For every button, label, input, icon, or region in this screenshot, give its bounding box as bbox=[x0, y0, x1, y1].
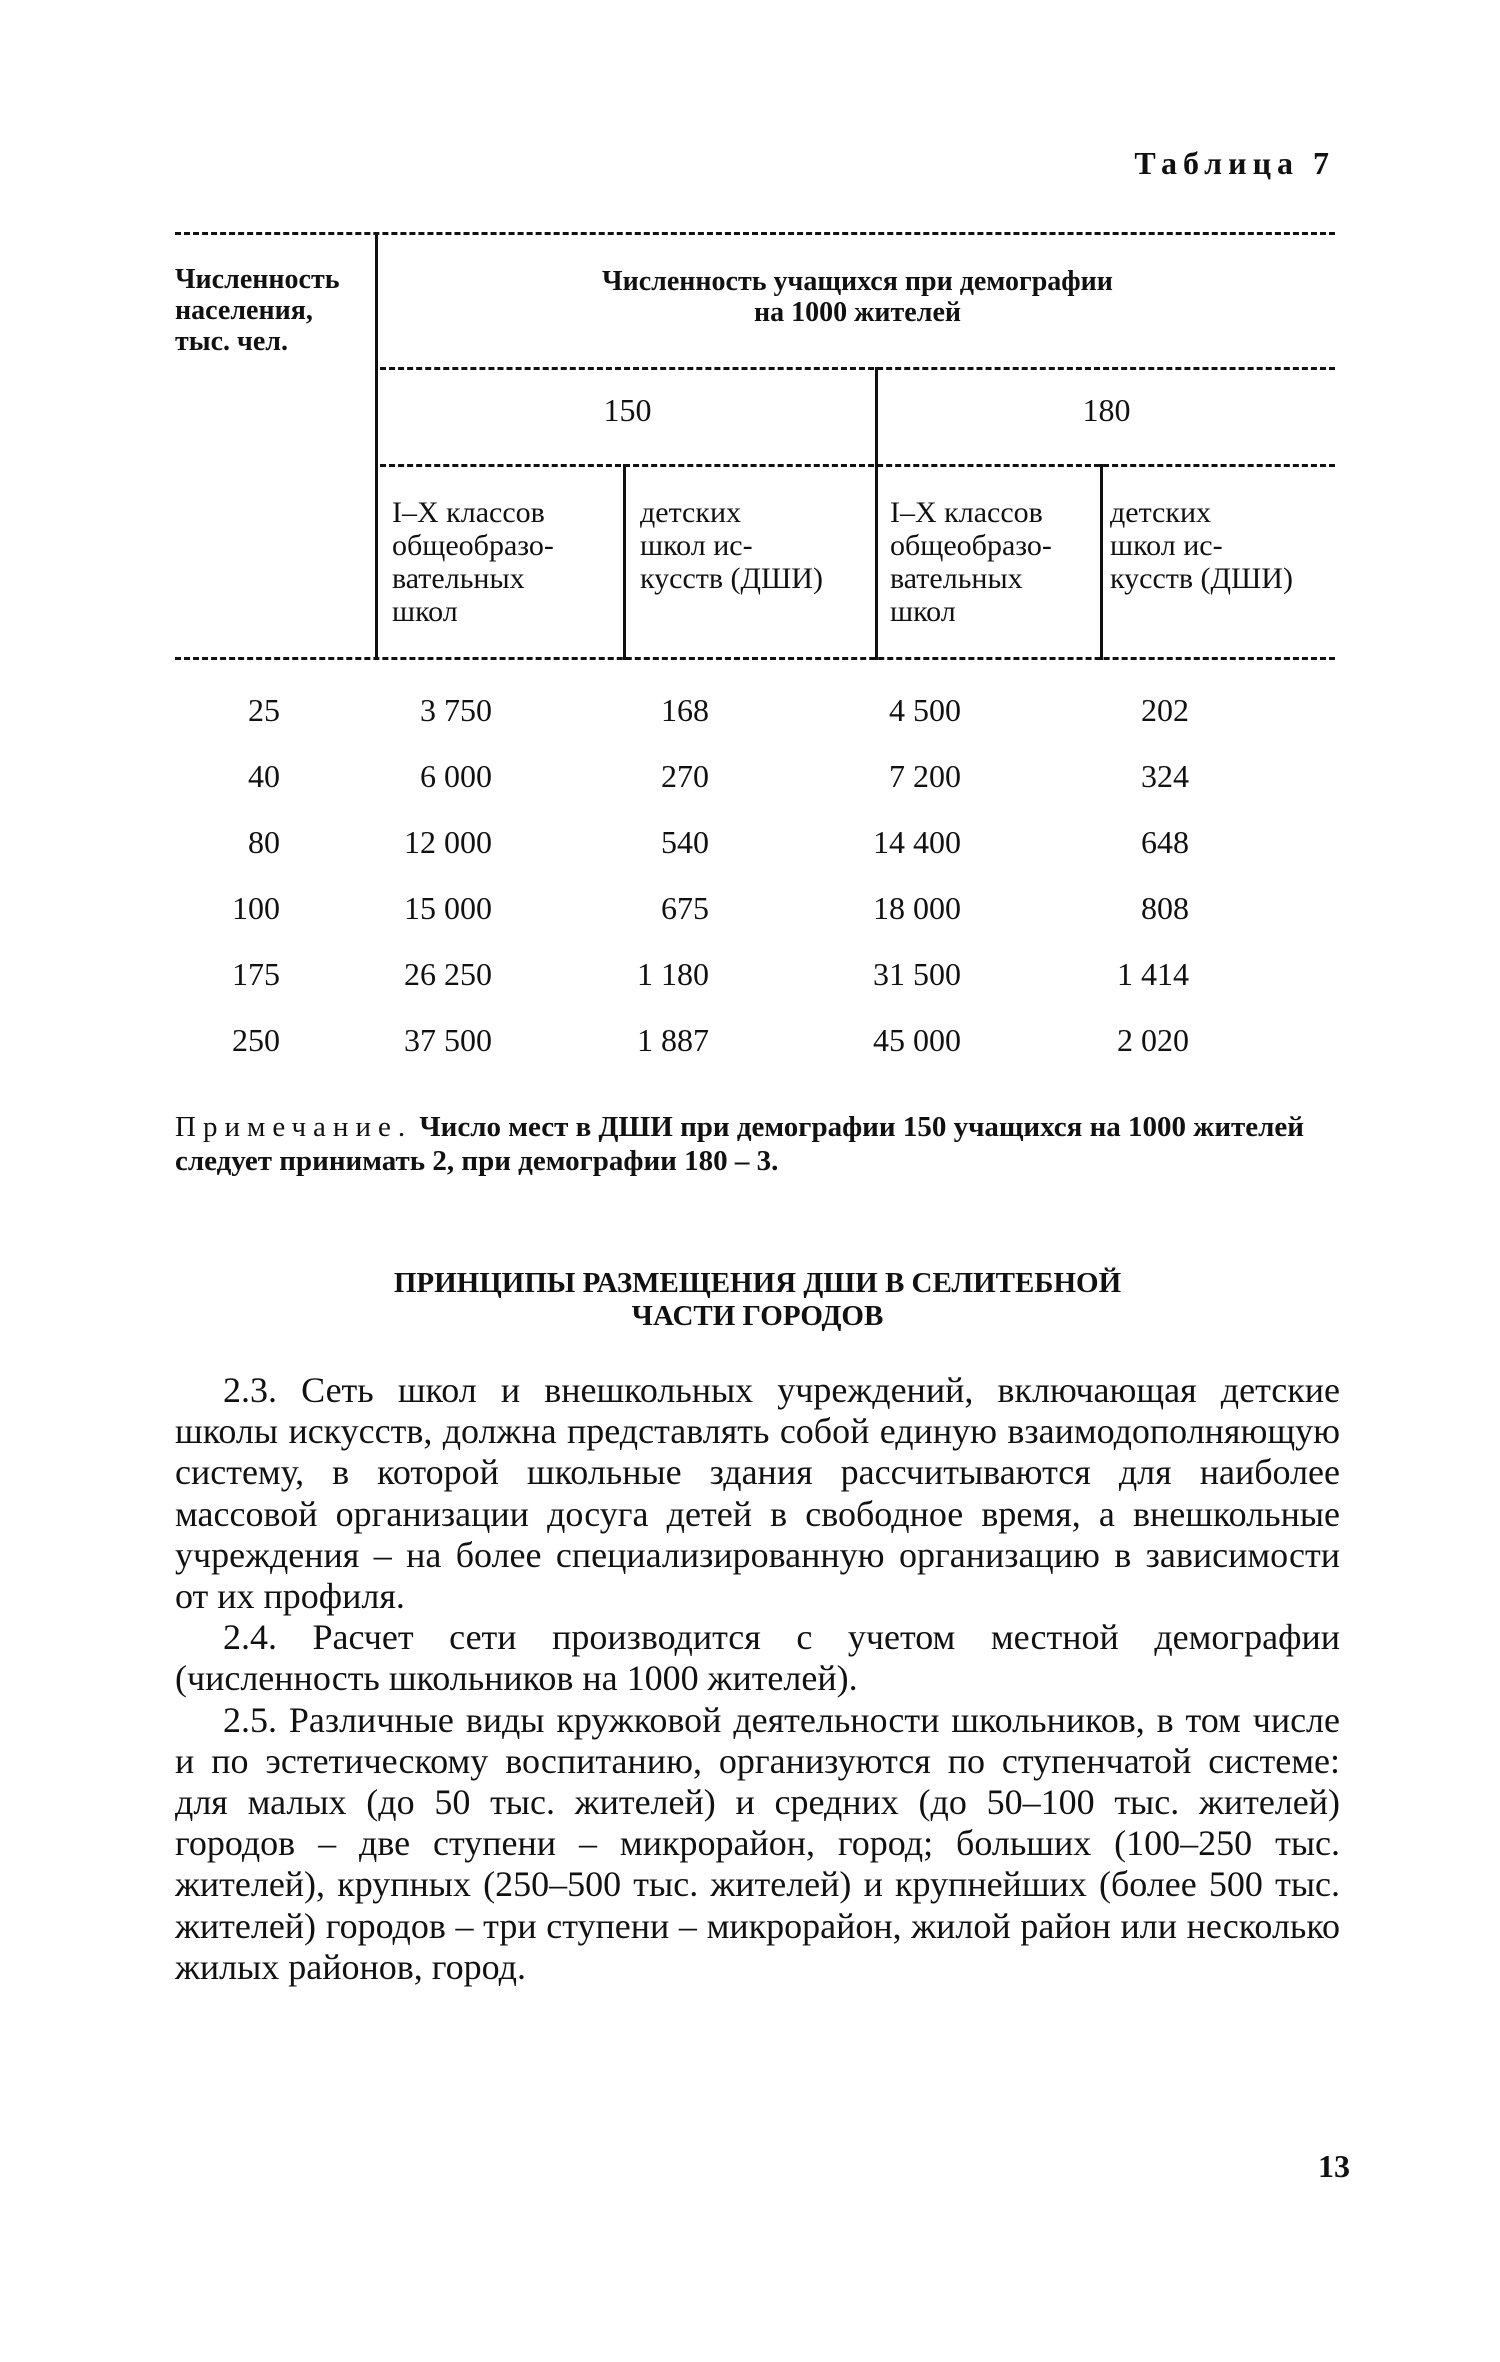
general-150-cell: 3 750 bbox=[420, 692, 492, 728]
demography-150-header: 150 bbox=[603, 392, 652, 428]
general-schools-150-header: I–X классов общеобразо- вательных школ bbox=[392, 496, 554, 628]
general-150-cell: 15 000 bbox=[404, 890, 492, 926]
general-180-cell: 45 000 bbox=[873, 1022, 961, 1058]
table-row bbox=[175, 809, 1335, 875]
general-180-cell: 14 400 bbox=[873, 824, 961, 860]
general-150-cell: 37 500 bbox=[404, 1022, 492, 1058]
art-180-cell: 648 bbox=[1141, 824, 1189, 860]
students-group-header: Численность учащихся при демографии на 1000 жителей bbox=[602, 266, 1113, 328]
general-180-cell: 4 500 bbox=[889, 692, 961, 728]
section-title: ПРИНЦИПЫ РАЗМЕЩЕНИЯ ДШИ В СЕЛИТЕБНОЙ ЧАСТИ ГОРОДОВ bbox=[393, 1267, 1122, 1332]
art-150-cell: 675 bbox=[661, 890, 709, 926]
table-body bbox=[175, 677, 1335, 1073]
population-table bbox=[175, 232, 1335, 1062]
paragraph-2-4: 2.4. Расчет сети производится с учетом местной демографии (численность школьников на 1000 жителей). bbox=[175, 1617, 1340, 1699]
general-180-cell: 18 000 bbox=[873, 890, 961, 926]
art-180-cell: 808 bbox=[1141, 890, 1189, 926]
table-row bbox=[175, 1007, 1335, 1073]
art-150-cell: 1 180 bbox=[637, 956, 709, 992]
art-schools-150-header: детских школ ис- кусств (ДШИ) bbox=[640, 496, 823, 595]
art-180-cell: 2 020 bbox=[1117, 1022, 1189, 1058]
general-180-cell: 7 200 bbox=[889, 758, 961, 794]
art-180-cell: 324 bbox=[1141, 758, 1189, 794]
table-caption: Таблица 7 bbox=[1134, 145, 1335, 181]
column-divider bbox=[623, 464, 626, 660]
general-150-cell: 6 000 bbox=[420, 758, 492, 794]
art-150-cell: 270 bbox=[661, 758, 709, 794]
body-text bbox=[175, 1370, 1340, 1988]
population-header: Численность населения, тыс. чел. bbox=[175, 264, 340, 357]
table-row bbox=[175, 743, 1335, 809]
general-150-cell: 26 250 bbox=[404, 956, 492, 992]
population-cell: 25 bbox=[248, 692, 280, 728]
table-note bbox=[175, 1110, 1340, 1178]
page-number: 13 bbox=[1318, 2148, 1350, 2184]
table-rule bbox=[380, 367, 1335, 370]
paragraph-2-5: 2.5. Различные виды кружковой деятельности школьников, в том числе и по эстетическому воспитанию, организуются по ступенчатой системе: для малых (до 50 тыс. жителей) и средних (до 50–100 тыс. жителей) городов – две ступени – микрорайон, город; больших (100–250 тыс. жителей), крупных (250–500 тыс. жителей) и крупнейших (более 500 тыс. жителей) городов – три ступени – микрорайон, жилой район или несколько жилых районов, город. bbox=[175, 1699, 1340, 1987]
art-150-cell: 168 bbox=[661, 692, 709, 728]
table-row bbox=[175, 941, 1335, 1007]
table-header-bottom-rule bbox=[175, 657, 1335, 660]
demography-180-header: 180 bbox=[1082, 392, 1131, 428]
population-cell: 250 bbox=[232, 1022, 280, 1058]
paragraph-2-3: 2.3. Сеть школ и внешкольных учреждений, включающая детские школы искусств, должна представлять собой единую взаимодополняющую систему, в которой школьные здания рассчитываются для наиболее массовой организации досуга детей в свободное время, а внешкольные учреждения – на более специализированную организацию в зависимости от их профиля. bbox=[175, 1370, 1340, 1617]
art-180-cell: 202 bbox=[1141, 692, 1189, 728]
art-150-cell: 540 bbox=[661, 824, 709, 860]
population-cell: 40 bbox=[248, 758, 280, 794]
art-180-cell: 1 414 bbox=[1117, 956, 1189, 992]
table-row bbox=[175, 677, 1335, 743]
art-schools-180-header: детских школ ис- кусств (ДШИ) bbox=[1110, 496, 1293, 595]
column-divider bbox=[375, 232, 378, 660]
population-cell: 80 bbox=[248, 824, 280, 860]
population-cell: 100 bbox=[232, 890, 280, 926]
general-150-cell: 12 000 bbox=[404, 824, 492, 860]
population-cell: 175 bbox=[232, 956, 280, 992]
general-180-cell: 31 500 bbox=[873, 956, 961, 992]
general-schools-180-header: I–X классов общеобразо- вательных школ bbox=[890, 496, 1052, 628]
column-divider bbox=[1100, 464, 1103, 660]
art-150-cell: 1 887 bbox=[637, 1022, 709, 1058]
table-row bbox=[175, 875, 1335, 941]
table-top-rule bbox=[175, 232, 1335, 235]
note-text: Число мест в ДШИ при демографии 150 учащихся на 1000 жителей следует принимать 2, при демографии 180 – 3. bbox=[175, 1111, 1305, 1177]
note-label: Примечание. bbox=[175, 1111, 413, 1143]
table-rule bbox=[380, 464, 1335, 467]
